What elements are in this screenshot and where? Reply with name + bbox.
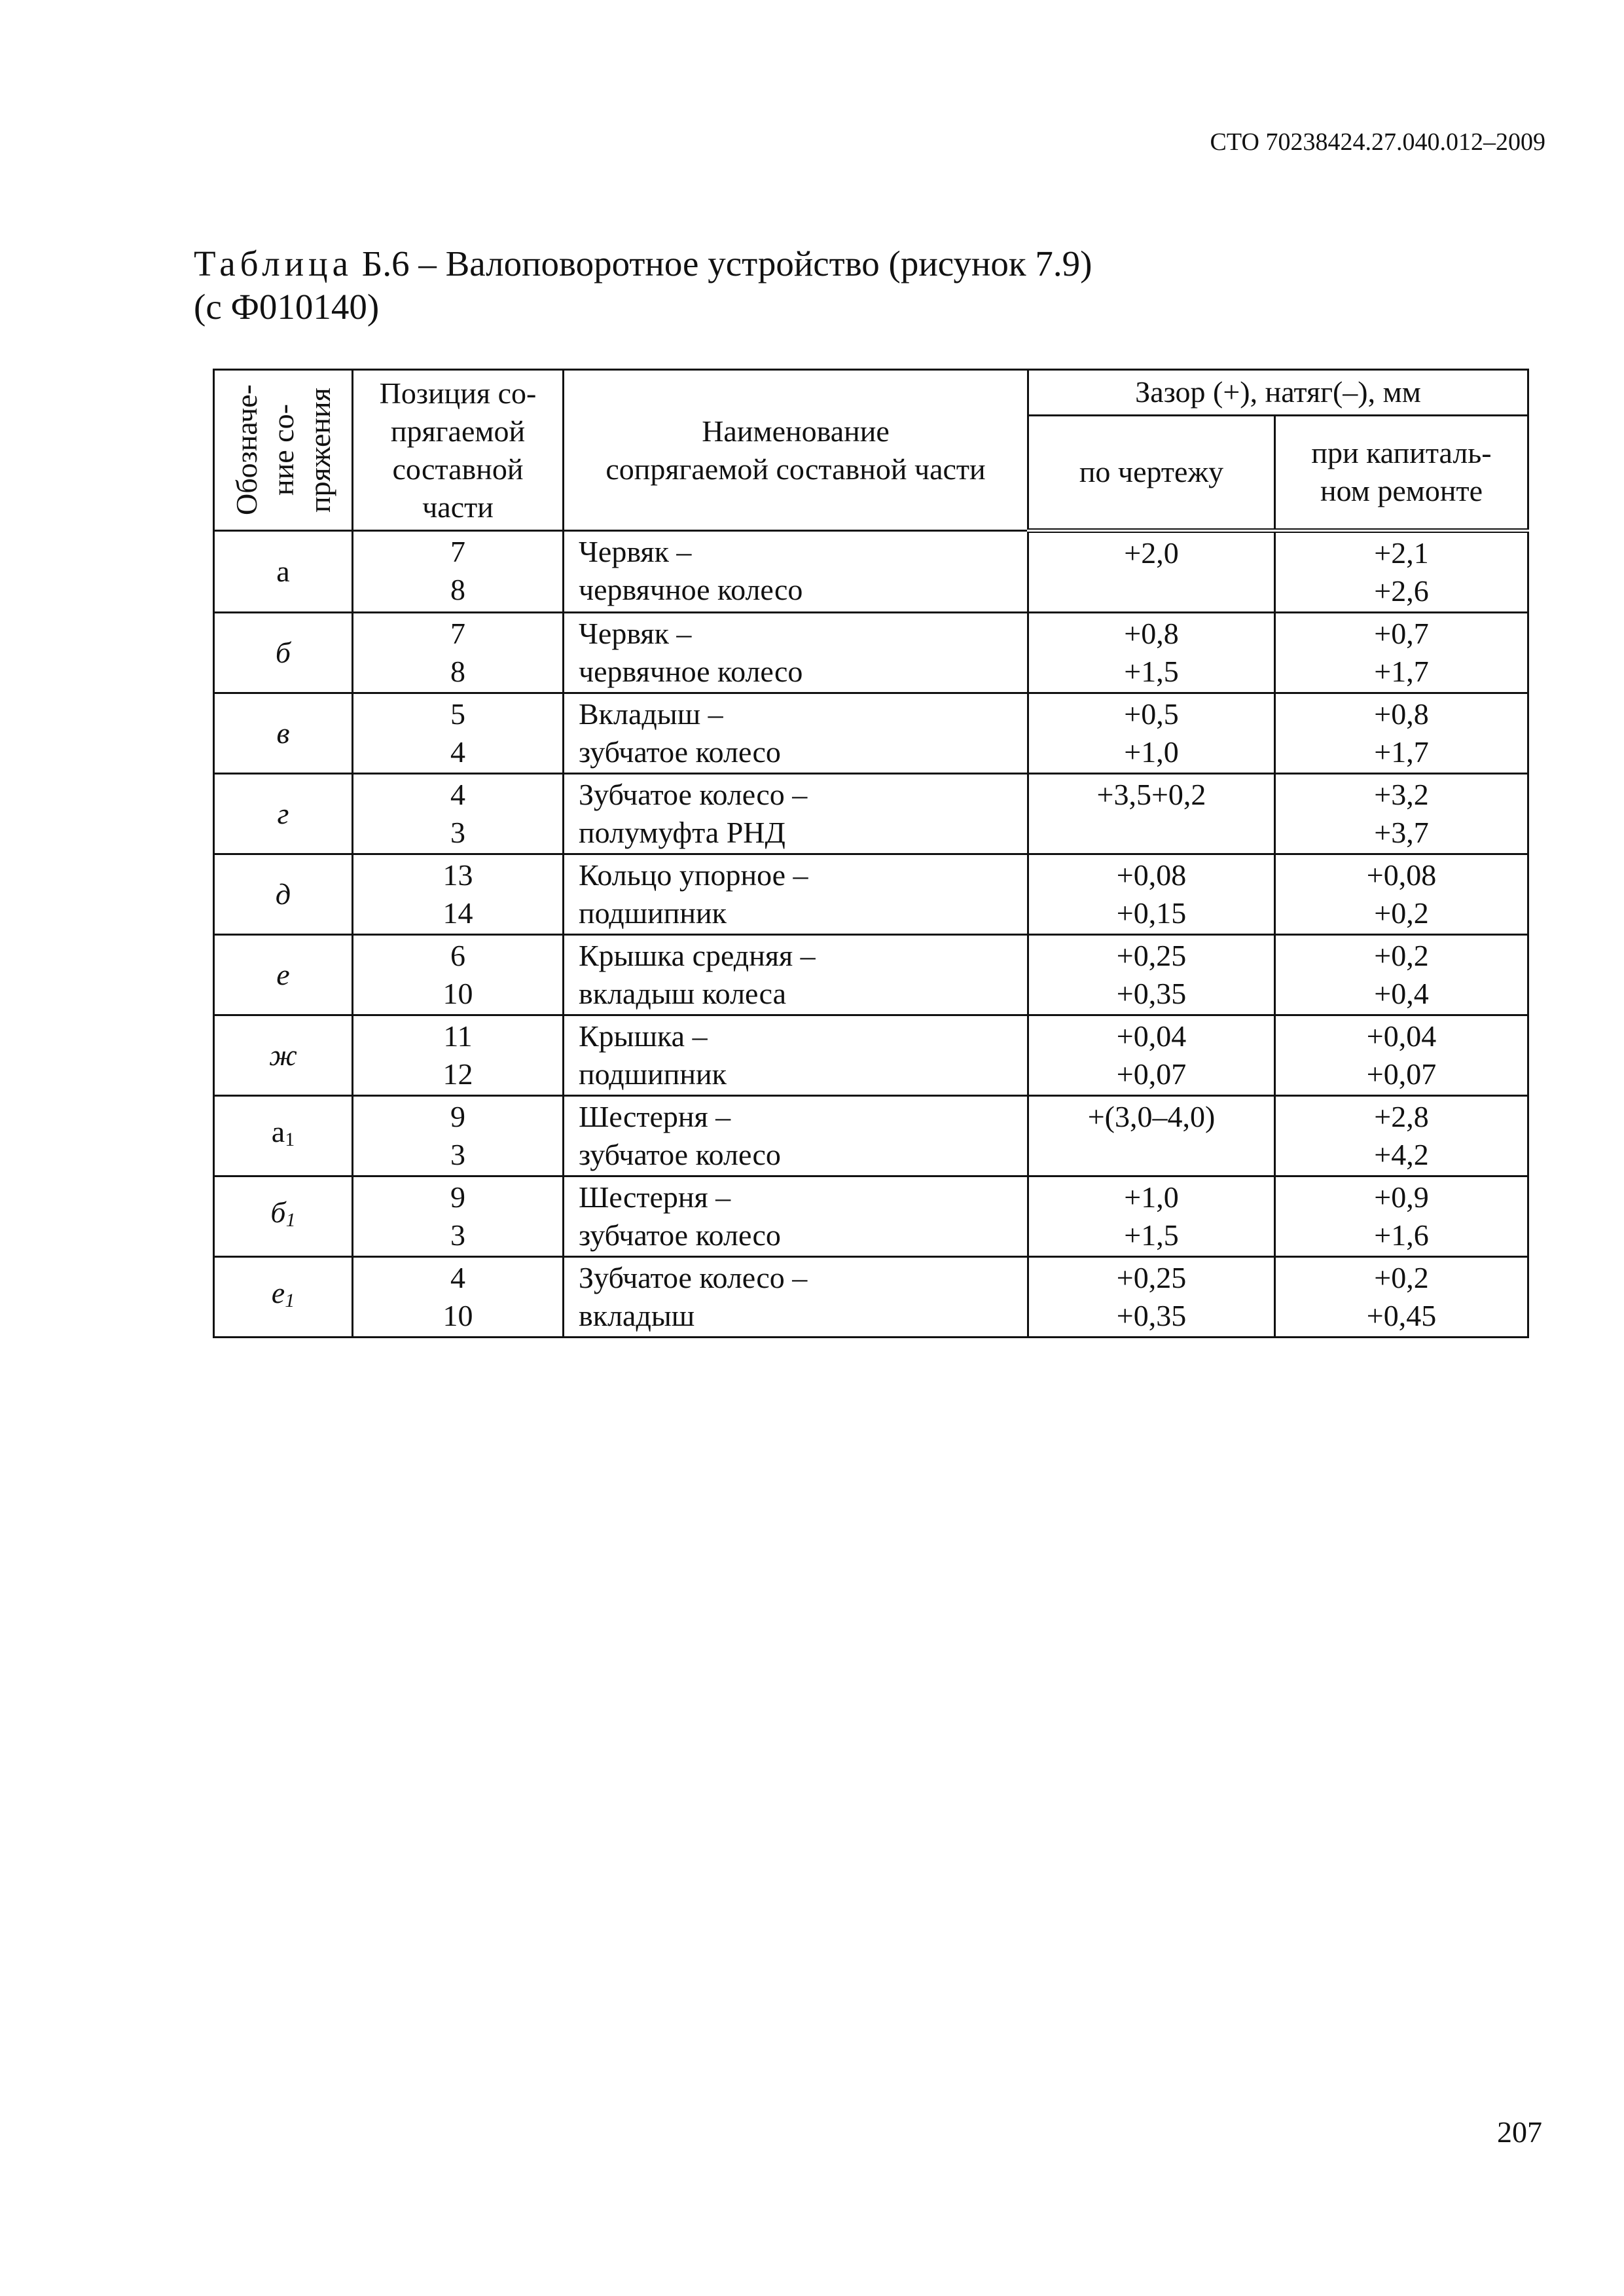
designation-letter: г bbox=[277, 797, 289, 830]
drawing-value-cell bbox=[1028, 774, 1275, 854]
capital-value: +0,07 bbox=[1366, 1057, 1437, 1091]
drawing-value-cell bbox=[1028, 531, 1275, 613]
drawing-value-cell bbox=[1028, 1176, 1275, 1257]
designation-letter: е bbox=[271, 1276, 285, 1309]
part-name: полумуфта РНД bbox=[579, 816, 785, 849]
position: 7 bbox=[450, 535, 465, 568]
position: 3 bbox=[450, 1138, 465, 1171]
designation-letter: а bbox=[271, 1115, 285, 1148]
position-cell bbox=[353, 774, 564, 854]
header-position: Позиция со- прягаемой составной части bbox=[353, 370, 564, 531]
designation-letter: е bbox=[276, 958, 290, 991]
capital-value: +1,7 bbox=[1374, 735, 1429, 769]
table-row bbox=[214, 774, 1528, 854]
position-cell bbox=[353, 693, 564, 774]
position: 11 bbox=[443, 1019, 473, 1053]
part-name: зубчатое колесо bbox=[579, 1218, 781, 1252]
position: 8 bbox=[450, 573, 465, 606]
caption-title: Б.6 – Валоповоротное устройство (рисунок 7.9) bbox=[352, 244, 1092, 283]
header-by-drawing: по чертежу bbox=[1028, 415, 1275, 530]
drawing-value: +0,07 bbox=[1116, 1057, 1187, 1091]
position: 4 bbox=[450, 1261, 465, 1294]
designation-cell bbox=[214, 1096, 353, 1176]
drawing-value: +0,15 bbox=[1116, 896, 1187, 930]
capital-value: +3,7 bbox=[1374, 816, 1429, 849]
capital-value: +2,8 bbox=[1374, 1100, 1429, 1133]
drawing-value: +0,04 bbox=[1116, 1019, 1187, 1053]
designation-cell bbox=[214, 1176, 353, 1257]
position: 4 bbox=[450, 778, 465, 811]
table-row bbox=[214, 1257, 1528, 1338]
designation-cell bbox=[214, 531, 353, 613]
part-name-cell bbox=[564, 1257, 1028, 1338]
position: 4 bbox=[450, 735, 465, 769]
position: 12 bbox=[442, 1057, 473, 1091]
part-name: подшипник bbox=[579, 1057, 727, 1091]
position-cell bbox=[353, 613, 564, 693]
table-row bbox=[214, 613, 1528, 693]
position-cell bbox=[353, 531, 564, 613]
table-row bbox=[214, 935, 1528, 1015]
position: 8 bbox=[450, 655, 465, 688]
part-name: Червяк – bbox=[579, 535, 692, 568]
position-cell bbox=[353, 935, 564, 1015]
part-name: Крышка средняя – bbox=[579, 939, 816, 972]
designation-letter: б bbox=[270, 1195, 286, 1229]
capital-value-cell bbox=[1275, 854, 1528, 935]
table-header bbox=[214, 370, 1528, 531]
drawing-value-cell bbox=[1028, 935, 1275, 1015]
capital-value: +0,8 bbox=[1374, 697, 1429, 731]
drawing-value: +1,0 bbox=[1124, 735, 1179, 769]
capital-value: +0,08 bbox=[1366, 858, 1437, 892]
position: 7 bbox=[450, 617, 465, 650]
part-name-cell bbox=[564, 693, 1028, 774]
capital-value-cell bbox=[1275, 1096, 1528, 1176]
drawing-value: +2,0 bbox=[1124, 536, 1179, 570]
capital-value: +3,2 bbox=[1374, 778, 1429, 811]
designation-subscript: 1 bbox=[285, 1129, 295, 1150]
table-row bbox=[214, 1015, 1528, 1096]
drawing-value: +0,5 bbox=[1124, 697, 1179, 731]
position: 10 bbox=[442, 1299, 473, 1332]
part-name-cell bbox=[564, 1015, 1028, 1096]
part-name: вкладыш колеса bbox=[579, 977, 786, 1010]
part-name: зубчатое колесо bbox=[579, 735, 781, 769]
drawing-value-cell bbox=[1028, 854, 1275, 935]
part-name: Крышка – bbox=[579, 1019, 708, 1053]
position: 3 bbox=[450, 816, 465, 849]
drawing-value: +3,5+0,2 bbox=[1096, 778, 1206, 811]
drawing-value-cell bbox=[1028, 1015, 1275, 1096]
position: 3 bbox=[450, 1218, 465, 1252]
part-name-cell bbox=[564, 1176, 1028, 1257]
position: 5 bbox=[450, 697, 465, 731]
capital-value-cell bbox=[1275, 1015, 1528, 1096]
part-name: Вкладыш – bbox=[579, 697, 723, 731]
designation-subscript: 1 bbox=[285, 1209, 296, 1231]
document-code: СТО 70238424.27.040.012–2009 bbox=[1210, 128, 1545, 156]
capital-value-cell bbox=[1275, 774, 1528, 854]
position: 14 bbox=[442, 896, 473, 930]
drawing-value: +0,35 bbox=[1116, 1299, 1187, 1332]
drawing-value: +1,5 bbox=[1124, 655, 1179, 688]
table-row bbox=[214, 1176, 1528, 1257]
designation-cell bbox=[214, 1257, 353, 1338]
part-name-cell bbox=[564, 1096, 1028, 1176]
drawing-value: +1,5 bbox=[1124, 1218, 1179, 1252]
header-gap-group: Зазор (+), натяг(–), мм bbox=[1028, 370, 1528, 416]
drawing-value: +0,35 bbox=[1116, 977, 1187, 1010]
drawing-value-cell bbox=[1028, 613, 1275, 693]
part-name: подшипник bbox=[579, 896, 727, 930]
part-name-cell bbox=[564, 935, 1028, 1015]
caption-title-line bbox=[194, 242, 1092, 285]
capital-value: +0,45 bbox=[1366, 1299, 1437, 1332]
part-name-cell bbox=[564, 613, 1028, 693]
part-name: Шестерня – bbox=[579, 1180, 731, 1214]
designation-letter: д bbox=[275, 877, 291, 911]
capital-value-cell bbox=[1275, 1257, 1528, 1338]
part-name: Кольцо упорное – bbox=[579, 858, 808, 892]
designation-cell bbox=[214, 1015, 353, 1096]
capital-value: +2,1 bbox=[1374, 536, 1429, 570]
drawing-value: +1,0 bbox=[1124, 1180, 1179, 1214]
position-cell bbox=[353, 1096, 564, 1176]
part-name-cell bbox=[564, 854, 1028, 935]
table-caption bbox=[194, 242, 1092, 329]
header-name: Наименование сопрягаемой составной части bbox=[564, 370, 1028, 531]
part-name: Шестерня – bbox=[579, 1100, 731, 1133]
position: 10 bbox=[442, 977, 473, 1010]
position-cell bbox=[353, 1176, 564, 1257]
part-name: Червяк – bbox=[579, 617, 692, 650]
designation-cell bbox=[214, 693, 353, 774]
table-body bbox=[214, 531, 1528, 1338]
part-name-cell bbox=[564, 531, 1028, 613]
drawing-value-cell bbox=[1028, 1257, 1275, 1338]
capital-value-cell bbox=[1275, 531, 1528, 613]
drawing-value: +0,25 bbox=[1116, 1261, 1187, 1294]
part-name: Зубчатое колесо – bbox=[579, 778, 808, 811]
part-name: червячное колесо bbox=[579, 655, 803, 688]
page-number: 207 bbox=[1497, 2115, 1542, 2149]
position: 9 bbox=[450, 1100, 465, 1133]
position-cell bbox=[353, 1015, 564, 1096]
caption-label: Таблица bbox=[194, 244, 353, 283]
position-cell bbox=[353, 1257, 564, 1338]
position-cell bbox=[353, 854, 564, 935]
designation-cell bbox=[214, 935, 353, 1015]
drawing-value: +0,8 bbox=[1124, 617, 1179, 650]
capital-value-cell bbox=[1275, 935, 1528, 1015]
part-name: вкладыш bbox=[579, 1299, 695, 1332]
drawing-value bbox=[1029, 572, 1274, 610]
table-row bbox=[214, 693, 1528, 774]
position: 6 bbox=[450, 939, 465, 972]
designation-cell bbox=[214, 613, 353, 693]
drawing-value: +0,08 bbox=[1116, 858, 1187, 892]
drawing-value: +(3,0–4,0) bbox=[1087, 1100, 1216, 1133]
capital-value: +1,7 bbox=[1374, 655, 1429, 688]
position: 9 bbox=[450, 1180, 465, 1214]
capital-value: +0,7 bbox=[1374, 617, 1429, 650]
capital-value: +0,2 bbox=[1374, 1261, 1429, 1294]
designation-letter: в bbox=[276, 716, 290, 750]
capital-value: +0,2 bbox=[1374, 896, 1429, 930]
part-name: зубчатое колесо bbox=[579, 1138, 781, 1171]
drawing-value bbox=[1029, 814, 1274, 852]
table-row bbox=[214, 531, 1528, 613]
part-name-cell bbox=[564, 774, 1028, 854]
header-designation: Обозначе-ние со-пряжения bbox=[214, 370, 353, 531]
table-row bbox=[214, 1096, 1528, 1176]
capital-value: +0,9 bbox=[1374, 1180, 1429, 1214]
capital-value: +1,6 bbox=[1374, 1218, 1429, 1252]
capital-value: +0,4 bbox=[1374, 977, 1429, 1010]
designation-cell bbox=[214, 854, 353, 935]
designation-letter: а bbox=[276, 555, 290, 588]
drawing-value-cell bbox=[1028, 1096, 1275, 1176]
designation-cell bbox=[214, 774, 353, 854]
position: 13 bbox=[442, 858, 473, 892]
gap-table bbox=[213, 369, 1529, 1338]
part-name: червячное колесо bbox=[579, 573, 803, 606]
header-capital-repair: при капиталь- ном ремонте bbox=[1275, 415, 1528, 530]
designation-letter: б bbox=[275, 636, 291, 669]
designation-letter: ж bbox=[269, 1038, 297, 1072]
designation-subscript: 1 bbox=[285, 1290, 295, 1311]
drawing-value-cell bbox=[1028, 693, 1275, 774]
part-name: Зубчатое колесо – bbox=[579, 1261, 808, 1294]
capital-value: +0,04 bbox=[1366, 1019, 1437, 1053]
drawing-value bbox=[1029, 1136, 1274, 1174]
capital-value-cell bbox=[1275, 693, 1528, 774]
capital-value: +2,6 bbox=[1374, 574, 1429, 608]
drawing-value: +0,25 bbox=[1116, 939, 1187, 972]
capital-value-cell bbox=[1275, 613, 1528, 693]
capital-value: +4,2 bbox=[1374, 1138, 1429, 1171]
caption-subtitle: (с Ф010140) bbox=[194, 287, 380, 327]
capital-value: +0,2 bbox=[1374, 939, 1429, 972]
table-row bbox=[214, 854, 1528, 935]
capital-value-cell bbox=[1275, 1176, 1528, 1257]
